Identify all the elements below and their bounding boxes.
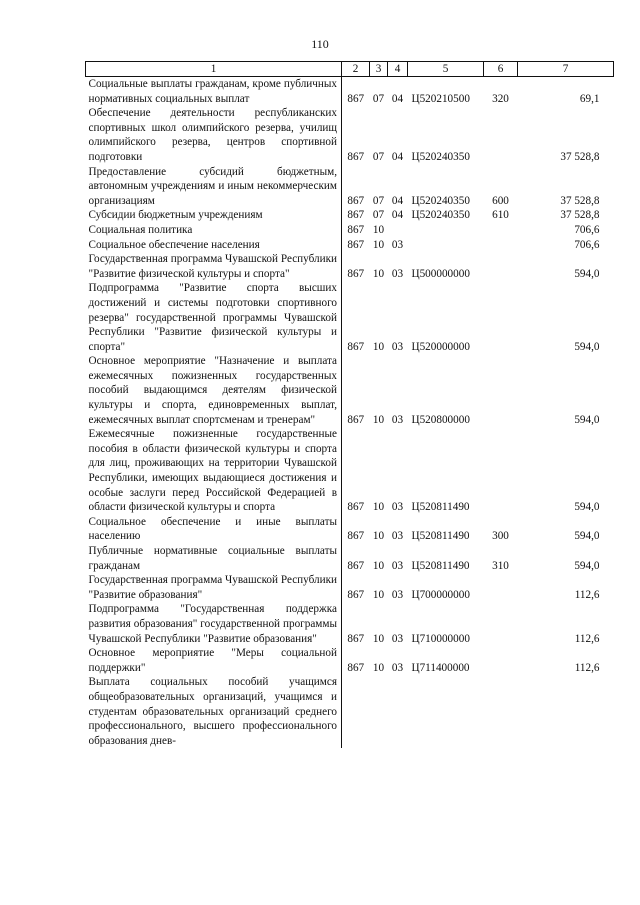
target-article-code: Ц520240350: [411, 150, 470, 163]
section-code: 10: [372, 223, 385, 236]
expense-type-code: [484, 238, 518, 253]
item-name: Основное мероприятие "Назначение и выплата ежемесячных пожизненных государственных пособий выдающимся деятелям физической культуры и спорта, единовременных выплат, ежемесячных выплат спортсменам и тренерам": [86, 354, 342, 427]
section-code: 10: [372, 530, 385, 543]
item-name: Социальное обеспечение и иные выплаты населению: [86, 515, 342, 544]
table-row: [86, 165, 614, 209]
target-article-code: Ц520210500: [411, 92, 470, 105]
item-name: Публичные нормативные социальные выплаты гражданам: [86, 544, 342, 573]
amount: 594,0: [574, 501, 600, 514]
amount: 594,0: [574, 267, 600, 280]
item-name: Социальная политика: [86, 223, 342, 238]
item-name: Государственная программа Чувашской Республики "Развитие физической культуры и спорта": [86, 252, 342, 281]
expense-type-code: [484, 252, 518, 281]
column-header: 5: [408, 62, 484, 77]
expense-type-code: [484, 354, 518, 427]
expense-type-code: 320: [492, 92, 509, 105]
table-row: [86, 223, 614, 238]
section-code: 10: [372, 238, 385, 251]
expense-type-code: [484, 281, 518, 354]
item-name: Ежемесячные пожизненные государственные пособия в области физической культуры и спорта для лиц, проживающих на территории Чувашской Республики, имеющих выдающиеся достижения и особые заслуги перед Российской Федерацией в области физической культуры и спорта: [86, 427, 342, 515]
expense-type-code: 310: [492, 559, 509, 572]
item-name: Социальное обеспечение населения: [86, 238, 342, 253]
amount: 706,6: [574, 223, 600, 236]
ministry-code: 867: [347, 209, 365, 222]
target-article-code: Ц520811490: [411, 530, 470, 543]
column-header: 1: [86, 62, 342, 77]
column-header: 6: [484, 62, 518, 77]
column-header: 3: [370, 62, 388, 77]
amount: 112,6: [574, 632, 600, 645]
ministry-code: [342, 675, 370, 748]
subsection-code: 03: [391, 661, 404, 674]
ministry-code: 867: [347, 92, 365, 105]
amount: 594,0: [574, 340, 600, 353]
section-code: 10: [372, 632, 385, 645]
table-row: [86, 427, 614, 515]
section-code: 10: [372, 559, 385, 572]
column-header: 2: [342, 62, 370, 77]
subsection-code: 03: [391, 413, 404, 426]
item-name: Выплата социальных пособий учащимся общеобразовательных организаций, учащимся и студентам образовательных организаций среднего профессионального, высшего профессионального образования днев-: [86, 675, 342, 748]
amount: 69,1: [579, 92, 600, 105]
target-article-code: Ц520811490: [411, 501, 470, 514]
ministry-code: 867: [347, 559, 365, 572]
table-row: [86, 252, 614, 281]
amount: 37 528,8: [560, 194, 600, 207]
section-code: 07: [372, 194, 385, 207]
column-header: 4: [388, 62, 408, 77]
section-code: 07: [372, 92, 385, 105]
item-name: Обеспечение деятельности республиканских спортивных школ олимпийского резерва, училищ олимпийского резерва, центров спортивной подготовки: [86, 106, 342, 164]
expense-type-code: [484, 106, 518, 164]
amount: 706,6: [574, 238, 600, 251]
section-code: 10: [372, 588, 385, 601]
section-code: 10: [372, 501, 385, 514]
target-article-code: [408, 238, 484, 253]
section-code: 10: [372, 267, 385, 280]
expense-type-code: 600: [492, 194, 509, 207]
target-article-code: Ц500000000: [411, 267, 470, 280]
subsection-code: 03: [391, 588, 404, 601]
table-row: [86, 646, 614, 675]
ministry-code: 867: [347, 238, 365, 251]
target-article-code: [408, 223, 484, 238]
table-row: [86, 281, 614, 354]
amount: 594,0: [574, 413, 600, 426]
target-article-code: Ц710000000: [411, 632, 470, 645]
table-header-row: [86, 62, 614, 77]
table-row: [86, 354, 614, 427]
item-name: Субсидии бюджетным учреждениям: [86, 208, 342, 223]
section-code: 07: [372, 209, 385, 222]
ministry-code: 867: [347, 340, 365, 353]
subsection-code: 03: [391, 267, 404, 280]
ministry-code: 867: [347, 194, 365, 207]
table-row: [86, 238, 614, 253]
subsection-code: [388, 675, 408, 748]
table-row: [86, 208, 614, 223]
table-body: [86, 77, 614, 749]
amount: 112,6: [574, 588, 600, 601]
item-name: Подпрограмма "Государственная поддержка развития образования" государственной программы Чувашской Республики "Развитие образования": [86, 602, 342, 646]
item-name: Предоставление субсидий бюджетным, автономным учреждениям и иным некоммерческим организациям: [86, 165, 342, 209]
subsection-code: 03: [391, 340, 404, 353]
item-name: Подпрограмма "Развитие спорта высших достижений и системы подготовки спортивного резерва" государственной программы Чувашской Республики "Развитие физической культуры и спорта": [86, 281, 342, 354]
amount: 594,0: [574, 559, 600, 572]
ministry-code: 867: [347, 413, 365, 426]
ministry-code: 867: [347, 501, 365, 514]
ministry-code: 867: [347, 530, 365, 543]
ministry-code: 867: [347, 223, 365, 236]
target-article-code: Ц520240350: [411, 194, 470, 207]
table-row: [86, 573, 614, 602]
amount: [518, 675, 614, 748]
subsection-code: 03: [391, 238, 404, 251]
amount: 112,6: [574, 661, 600, 674]
subsection-code: 04: [391, 209, 404, 222]
expense-type-code: [484, 573, 518, 602]
amount: 37 528,8: [560, 150, 600, 163]
ministry-code: 867: [347, 632, 365, 645]
amount: 37 528,8: [560, 209, 600, 222]
table-row: [86, 106, 614, 164]
ministry-code: 867: [347, 661, 365, 674]
ministry-code: 867: [347, 588, 365, 601]
target-article-code: Ц520811490: [411, 559, 470, 572]
section-code: 10: [372, 413, 385, 426]
expense-type-code: [484, 675, 518, 748]
subsection-code: 03: [391, 501, 404, 514]
expense-type-code: [484, 646, 518, 675]
section-code: [370, 675, 388, 748]
target-article-code: [408, 675, 484, 748]
expense-type-code: 610: [492, 209, 509, 222]
section-code: 07: [372, 150, 385, 163]
target-article-code: Ц520240350: [411, 209, 470, 222]
table-row: [86, 515, 614, 544]
subsection-code: 04: [391, 150, 404, 163]
item-name: Основное мероприятие "Меры социальной поддержки": [86, 646, 342, 675]
table-row: [86, 675, 614, 748]
expense-type-code: [484, 602, 518, 646]
table-row: [86, 602, 614, 646]
subsection-code: 04: [391, 92, 404, 105]
page-number: 110: [311, 37, 329, 51]
ministry-code: 867: [347, 267, 365, 280]
item-name: Государственная программа Чувашской Республики "Развитие образования": [86, 573, 342, 602]
expense-type-code: 300: [492, 530, 509, 543]
section-code: 10: [372, 340, 385, 353]
subsection-code: [388, 223, 408, 238]
subsection-code: 04: [391, 194, 404, 207]
target-article-code: Ц711400000: [411, 661, 470, 674]
subsection-code: 03: [391, 632, 404, 645]
section-code: 10: [372, 661, 385, 674]
column-header: 7: [518, 62, 614, 77]
subsection-code: 03: [391, 559, 404, 572]
subsection-code: 03: [391, 530, 404, 543]
target-article-code: Ц520800000: [411, 413, 470, 426]
item-name: Социальные выплаты гражданам, кроме публичных нормативных социальных выплат: [86, 77, 342, 107]
budget-table: [85, 61, 614, 748]
expense-type-code: [484, 223, 518, 238]
table-row: [86, 544, 614, 573]
ministry-code: 867: [347, 150, 365, 163]
target-article-code: Ц700000000: [411, 588, 470, 601]
expense-type-code: [484, 427, 518, 515]
table-row: [86, 77, 614, 107]
amount: 594,0: [574, 530, 600, 543]
target-article-code: Ц520000000: [411, 340, 470, 353]
